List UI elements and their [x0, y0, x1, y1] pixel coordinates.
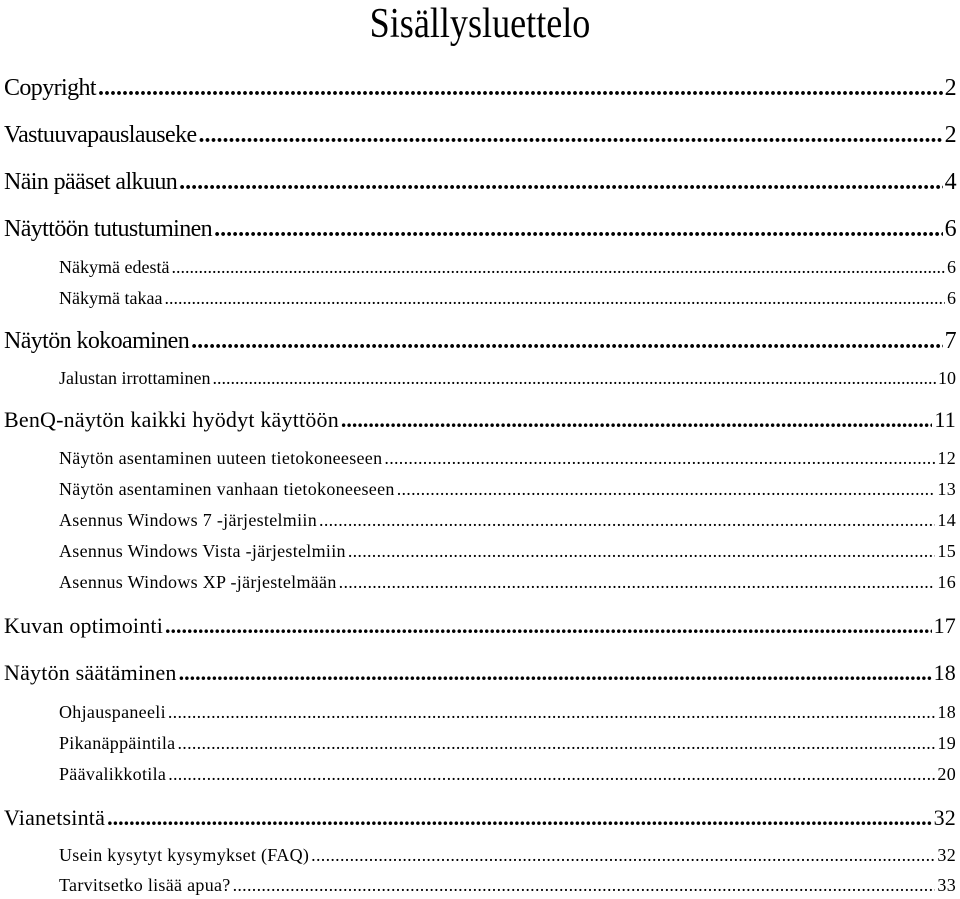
toc-entry-label: Näin pääset alkuun	[4, 169, 178, 195]
toc-entry-copyright[interactable]	[4, 74, 956, 102]
toc-page-number: 19	[937, 733, 956, 753]
dot-leader	[171, 256, 945, 278]
toc-subentry-control-panel[interactable]	[59, 701, 956, 723]
toc-subentry-hot-key-mode[interactable]	[59, 732, 956, 754]
toc-entry-label: Näytön säätäminen	[4, 660, 177, 685]
toc-entry-label: Asennus Windows XP -järjestelmään	[59, 572, 337, 592]
toc-page-number: 10	[938, 368, 956, 388]
toc-entry-label: Vastuuvapauslauseke	[4, 122, 197, 148]
toc-entry-label: Näytön asentaminen uuteen tietokoneeseen	[59, 448, 383, 468]
toc-entry-getting-to-know[interactable]	[4, 215, 956, 243]
toc-entry-getting-started[interactable]	[4, 168, 956, 196]
toc-page-number: 14	[937, 510, 956, 530]
toc-page-number: 2	[944, 75, 956, 101]
toc-entry-label: Vianetsintä	[4, 805, 106, 830]
dot-leader	[164, 287, 945, 309]
toc-page-number: 20	[937, 764, 956, 784]
toc-subentry-detach-stand[interactable]	[59, 367, 956, 389]
toc-entry-picture-optimization[interactable]	[4, 613, 956, 639]
dot-leader	[341, 407, 932, 433]
toc-entry-label: Usein kysytyt kysymykset (FAQ)	[59, 845, 310, 865]
dot-leader	[339, 571, 936, 593]
toc-subentry-install-new[interactable]	[59, 447, 956, 469]
toc-entry-label: Tarvitsetko lisää apua?	[59, 875, 231, 895]
toc-subentry-more-help[interactable]	[59, 874, 956, 896]
toc-subentry-install-old[interactable]	[59, 478, 956, 500]
toc-page-number: 13	[937, 479, 956, 499]
dot-leader	[214, 215, 943, 243]
dot-leader	[179, 168, 942, 196]
toc-entry-label: Asennus Windows Vista -järjestelmiin	[59, 541, 346, 561]
dot-leader	[165, 613, 932, 639]
toc-entry-label: Copyright	[4, 75, 96, 101]
toc-entry-disclaimer[interactable]	[4, 121, 956, 149]
toc-subentry-main-menu-mode[interactable]	[59, 763, 956, 785]
toc-page-number: 18	[937, 702, 956, 722]
toc-entry-label: Näyttöön tutustuminen	[4, 216, 213, 242]
toc-page-number: 11	[934, 407, 956, 432]
toc-entry-label: Näkymä takaa	[59, 288, 163, 308]
page-title: Sisällysluettelo	[369, 1, 591, 47]
toc-entry-label: BenQ-näytön kaikki hyödyt käyttöön	[4, 407, 339, 432]
toc-page-number: 2	[944, 122, 956, 148]
dot-leader	[168, 701, 936, 723]
dot-leader	[98, 74, 943, 102]
toc-page-number: 6	[944, 216, 956, 242]
toc-page-number: 6	[947, 257, 956, 277]
toc-subentry-back-view[interactable]	[59, 287, 956, 309]
toc-page-number: 17	[933, 613, 956, 638]
toc-entry-assembly[interactable]	[4, 327, 956, 355]
toc-entry-label: Päävalikkotila	[59, 764, 167, 784]
toc-page-number: 33	[937, 875, 956, 895]
toc-page-number: 16	[937, 572, 956, 592]
dot-leader	[168, 763, 935, 785]
toc-entry-label: Kuvan optimointi	[4, 613, 164, 638]
toc-entry-adjusting[interactable]	[4, 660, 956, 686]
dot-leader	[397, 478, 936, 500]
toc-page-number: 32	[937, 845, 956, 865]
toc-subentry-front-view[interactable]	[59, 256, 956, 278]
toc-entry-label: Näkymä edestä	[59, 257, 170, 277]
toc-page-number: 4	[944, 169, 956, 195]
toc-entry-benq-benefits[interactable]	[4, 407, 956, 433]
dot-leader	[212, 367, 936, 389]
dot-leader	[233, 874, 936, 896]
toc-entry-troubleshooting[interactable]	[4, 805, 956, 831]
toc-subentry-windows-xp[interactable]	[59, 571, 956, 593]
toc-page-number: 18	[933, 660, 956, 685]
dot-leader	[311, 844, 935, 866]
dot-leader	[348, 540, 936, 562]
toc-page-number: 32	[933, 805, 956, 830]
toc-entry-label: Asennus Windows 7 -järjestelmiin	[59, 510, 318, 530]
toc-page-number: 15	[937, 541, 956, 561]
toc-entry-label: Näytön asentaminen vanhaan tietokoneeseen	[59, 479, 395, 499]
toc-subentry-windows-vista[interactable]	[59, 540, 956, 562]
toc-page-number: 7	[944, 328, 956, 354]
dot-leader	[179, 660, 932, 686]
dot-leader	[107, 805, 932, 831]
toc-subentry-windows-7[interactable]	[59, 509, 956, 531]
toc-entry-label: Jalustan irrottaminen	[59, 368, 211, 388]
dot-leader	[177, 732, 935, 754]
toc-subentry-faq[interactable]	[59, 844, 956, 866]
toc-entry-label: Pikanäppäintila	[59, 733, 176, 753]
dot-leader	[319, 509, 935, 531]
toc-page-number: 12	[937, 448, 956, 468]
toc-page-number: 6	[947, 288, 956, 308]
toc-entry-label: Näytön kokoaminen	[4, 328, 190, 354]
toc-entry-label: Ohjauspaneeli	[59, 702, 166, 722]
dot-leader	[199, 121, 943, 149]
dot-leader	[384, 447, 935, 469]
dot-leader	[191, 327, 943, 355]
